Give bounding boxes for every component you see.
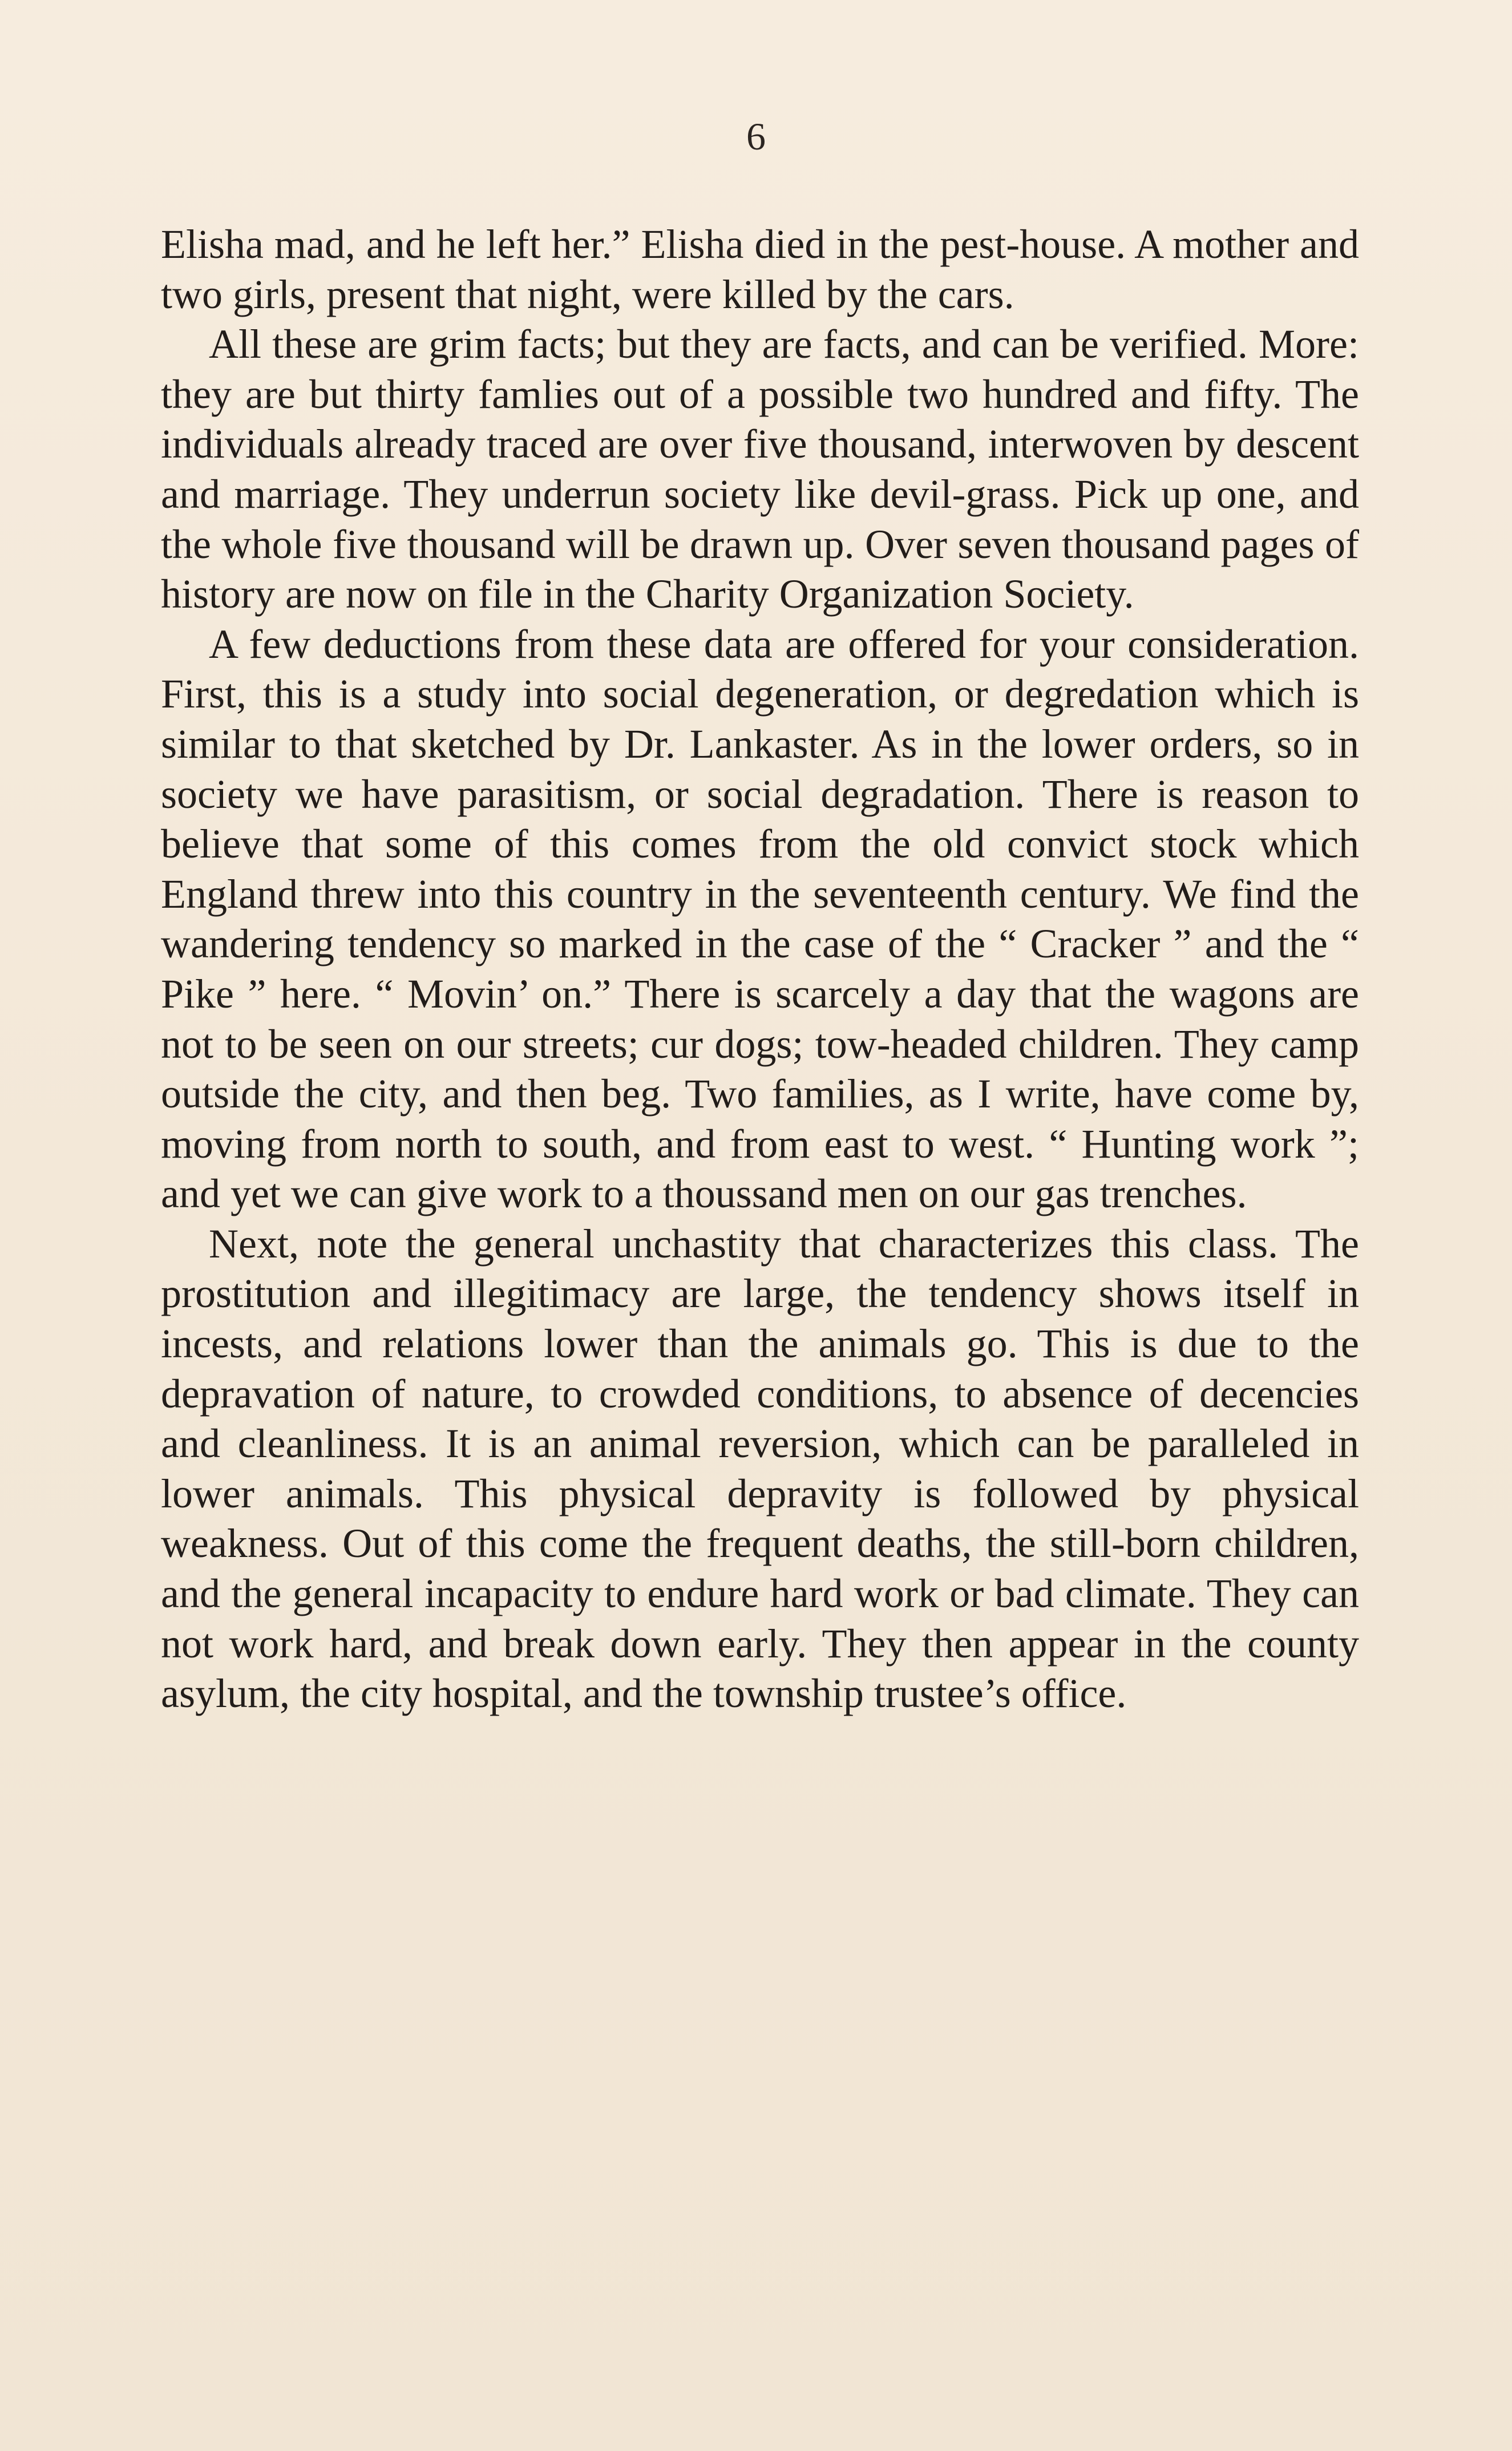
paragraph-grim-facts: All these are grim facts; but they are facts, and can be verified. More: they are but thirty famlies out of a possible two hundred and fifty. The individuals already traced are over five thousand, interwoven by descent and marriage. They underrun society like devil-grass. Pick up one, and the whole five thousand will be drawn up. Over seven thousand pages of history are now on file in the Charity Organization Society. — [161, 321, 1359, 617]
paragraph-continued: Elisha mad, and he left her.” Elisha died in the pest-house. A mother and two girls, present that night, were killed by the cars. — [161, 221, 1359, 317]
page-number: 6 — [746, 115, 766, 158]
body-text — [161, 220, 1359, 1719]
paragraph-unchastity: Next, note the general unchastity that characterizes this class. The prostitution and illegitimacy are large, the tendency shows itself in incests, and relations lower than the animals go. This is due to the depravation of nature, to crowded conditions, to absence of decencies and cleanliness. It is an animal reversion, which can be paralleled in lower animals. This physical depravity is followed by physical weakness. Out of this come the frequent deaths, the still-born children, and the general incapacity to endure hard work or bad climate. They can not work hard, and break down early. They then appear in the county asylum, the city hospital, and the township trustee’s office. — [161, 1220, 1359, 1717]
paragraph-deductions: A few deductions from these data are offered for your consideration. First, this is a study into social degeneration, or degredation which is similar to that sketched by Dr. Lankaster. As in the lower orders, so in society we have parasitism, or social degradation. There is reason to believe that some of this comes from the old convict stock which England threw into this country in the seventeenth century. We find the wandering tendency so marked in the case of the “ Cracker ” and the “ Pike ” here. “ Movin’ on.” There is scarcely a day that the wagons are not to be seen on our streets; cur dogs; tow-headed children. They camp outside the city, and then beg. Two families, as I write, have come by, moving from north to south, and from east to west. “ Hunting work ”; and yet we can give work to a thoussand men on our gas trenches. — [161, 621, 1359, 1217]
